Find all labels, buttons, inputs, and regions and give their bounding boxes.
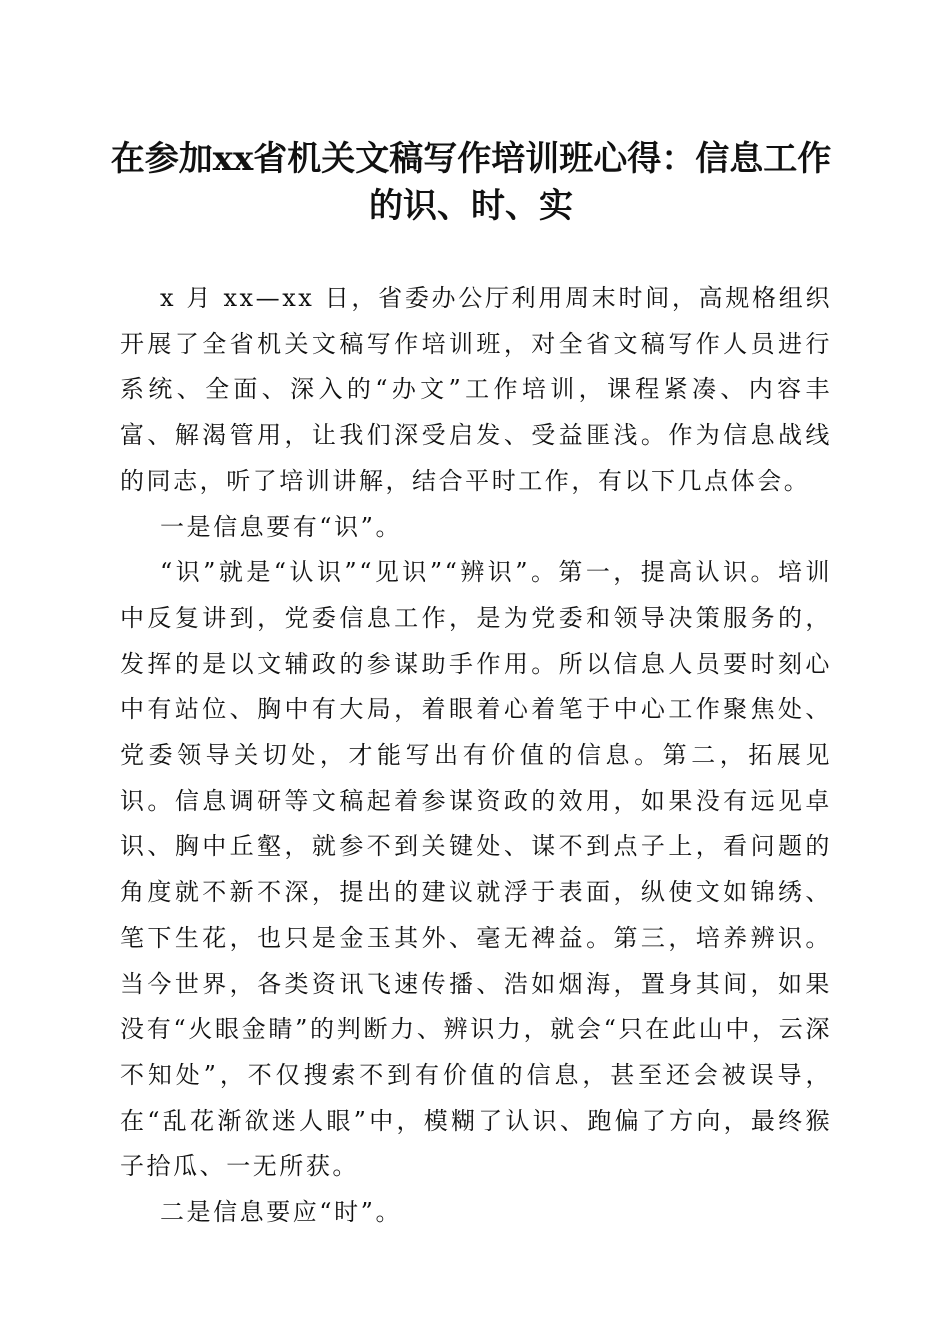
document-body <box>120 276 832 1236</box>
paragraph-intro: x 月 xx—xx 日，省委办公厅利用周末时间，高规格组织开展了全省机关文稿写作培训班，对全省文稿写作人员进行系统、全面、深入的“办文”工作培训，课程紧凑、内容丰富、解渴管用，让我们深受启发、受益匪浅。作为信息战线的同志，听了培训讲解，结合平时工作，有以下几点体会。 <box>120 284 832 495</box>
section-heading-2: 二是信息要应“时”。 <box>160 1198 403 1227</box>
section-heading-1: 一是信息要有“识”。 <box>160 512 403 541</box>
document-title: 在参加xx省机关文稿写作培训班心得：信息工作的识、时、实 <box>110 139 832 226</box>
paragraph-section-1: “识”就是“认识”“见识”“辨识”。第一，提高认识。培训中反复讲到，党委信息工作，是为党委和领导决策服务的，发挥的是以文辅政的参谋助手作用。所以信息人员要时刻心中有站位、胸中有大局，着眼着心着笔于中心工作聚焦处、党委领导关切处，才能写出有价值的信息。第二，拓展见识。信息调研等文稿起着参谋资政的效用，如果没有远见卓识、胸中丘壑，就参不到关键处、谋不到点子上，看问题的角度就不新不深，提出的建议就浮于表面，纵使文如锦绣、笔下生花，也只是金玉其外、毫无裨益。第三，培养辨识。当今世界，各类资讯飞速传播、浩如烟海，置身其间，如果没有“火眼金睛”的判断力、辨识力，就会“只在此山中，云深不知处”，不仅搜索不到有价值的信息，甚至还会被误导，在“乱花渐欲迷人眼”中，模糊了认识、跑偏了方向，最终猴子拾瓜、一无所获。 <box>120 558 832 1181</box>
